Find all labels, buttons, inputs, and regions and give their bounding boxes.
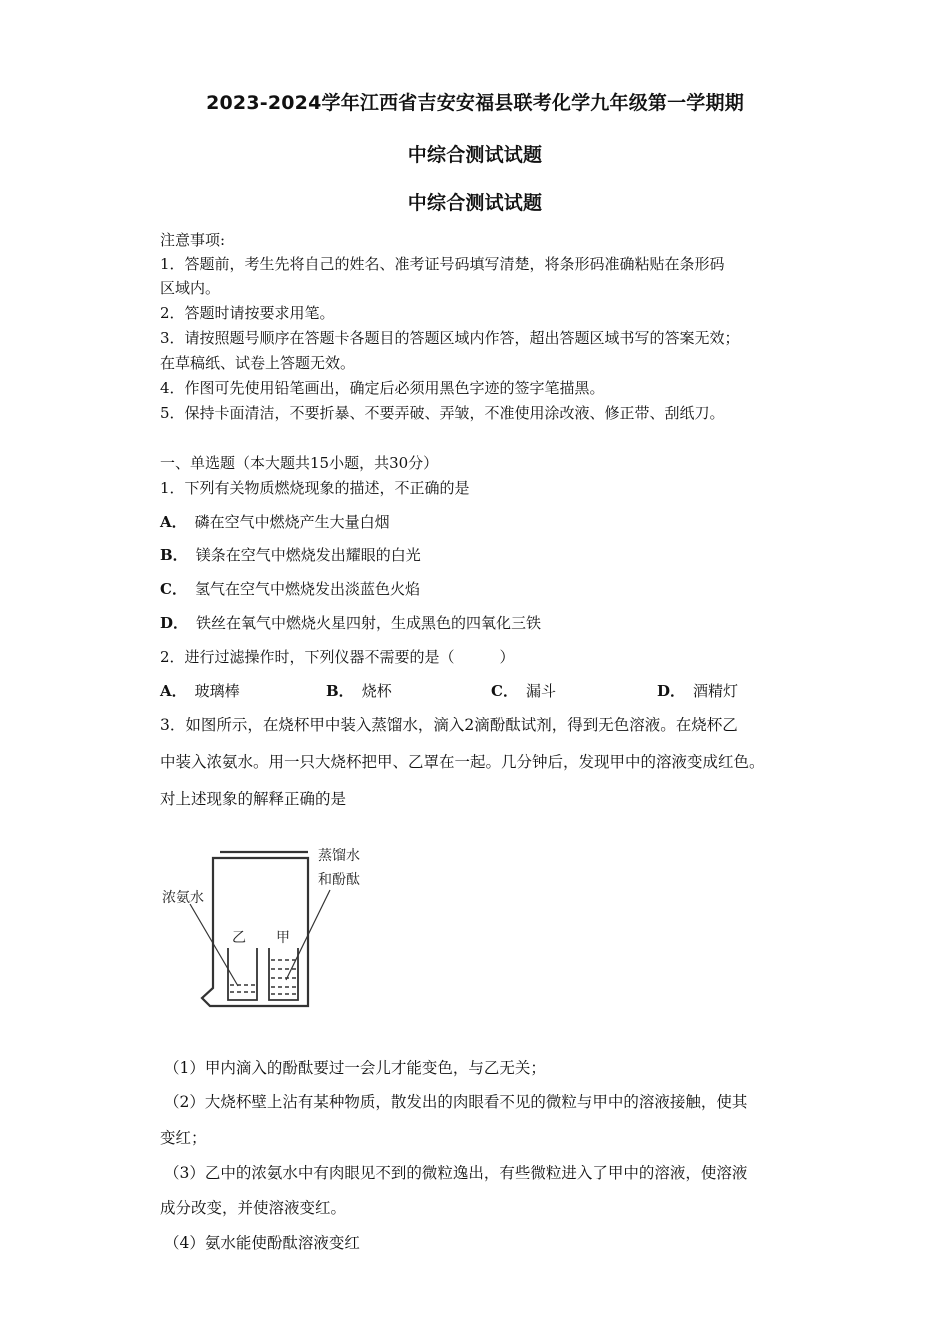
exam-title-line1: 2023-2024学年江西省吉安安福县联考化学九年级第一学期期 bbox=[206, 92, 744, 114]
notice-item: 1．答题前，考生先将自己的姓名、准考证号码填写清楚，将条形码准确粘贴在条形码 bbox=[160, 255, 725, 273]
notice-item: 4．作图可先使用铅笔画出，确定后必须用黑色字迹的签字笔描黑。 bbox=[160, 379, 605, 397]
ammonia-diffusion-diagram bbox=[158, 838, 388, 1017]
label-beaker-jia: 甲 bbox=[276, 930, 290, 946]
notice-item: 区域内。 bbox=[160, 279, 221, 297]
notice-item: 3．请按照题号顺序在答题卡各题目的答题区域内作答，超出答题区域书写的答案无效； bbox=[160, 329, 740, 347]
question-3-statement: （3）乙中的浓氨水中有肉眼见不到的微粒逸出，有些微粒进入了甲中的溶液，使溶液 bbox=[164, 1164, 748, 1182]
question-3-statement: 成分改变，并使溶液变红。 bbox=[160, 1199, 347, 1217]
question-2-option-a: A． 玻璃棒 bbox=[160, 682, 240, 700]
question-3-stem: 对上述现象的解释正确的是 bbox=[160, 790, 347, 808]
question-3-statement: 变红； bbox=[160, 1129, 207, 1147]
notice-item: 2．答题时请按要求用笔。 bbox=[160, 304, 335, 322]
question-3-statement: （2）大烧杯壁上沾有某种物质，散发出的肉眼看不见的微粒与甲中的溶液接触，使其 bbox=[164, 1093, 748, 1111]
beaker-yi bbox=[228, 948, 257, 1000]
question-3-statement: （4）氨水能使酚酞溶液变红 bbox=[164, 1234, 360, 1252]
question-1-option-d: D． 铁丝在氧气中燃烧火星四射，生成黑色的四氧化三铁 bbox=[160, 614, 542, 632]
label-beaker-yi: 乙 bbox=[232, 930, 246, 946]
question-3-statement: （1）甲内滴入的酚酞要过一会儿才能变色，与乙无关； bbox=[164, 1059, 546, 1077]
label-concentrated-ammonia: 浓氨水 bbox=[162, 890, 204, 906]
beaker-jia bbox=[269, 948, 298, 1000]
exam-title-line2: 中综合测试试题 bbox=[407, 144, 543, 166]
question-2-option-c: C． 漏斗 bbox=[491, 682, 556, 700]
question-2-option-b: B． 烧杯 bbox=[326, 682, 392, 700]
question-1-stem: 1．下列有关物质燃烧现象的描述，不正确的是 bbox=[160, 479, 470, 497]
label-distilled-water: 蒸馏水 bbox=[318, 848, 360, 864]
question-3-stem: 中装入浓氨水。用一只大烧杯把甲、乙罩在一起。几分钟后，发现甲中的溶液变成红色。 bbox=[160, 753, 765, 771]
question-1-option-c: C． 氢气在空气中燃烧发出淡蓝色火焰 bbox=[160, 580, 420, 598]
question-2-stem: 2．进行过滤操作时，下列仪器不需要的是（ ） bbox=[160, 648, 515, 666]
question-3-stem: 3．如图所示，在烧杯甲中装入蒸馏水，滴入2滴酚酞试剂，得到无色溶液。在烧杯乙 bbox=[160, 716, 738, 734]
label-phenolphthalein: 和酚酞 bbox=[318, 872, 360, 888]
exam-title-line3: 中综合测试试题 bbox=[407, 192, 543, 214]
question-2-option-d: D． 酒精灯 bbox=[657, 682, 739, 700]
notice-item: 在草稿纸、试卷上答题无效。 bbox=[160, 354, 356, 372]
question-1-option-a: A． 磷在空气中燃烧产生大量白烟 bbox=[160, 513, 390, 531]
section-heading: 一、单选题（本大题共15小题，共30分） bbox=[160, 454, 439, 472]
question-1-option-b: B． 镁条在空气中燃烧发出耀眼的白光 bbox=[160, 546, 421, 564]
notice-item: 5．保持卡面清洁，不要折暴、不要弄破、弄皱，不准使用涂改液、修正带、刮纸刀。 bbox=[160, 404, 725, 422]
large-beaker bbox=[202, 852, 308, 1006]
notice-heading: 注意事项: bbox=[160, 231, 226, 249]
